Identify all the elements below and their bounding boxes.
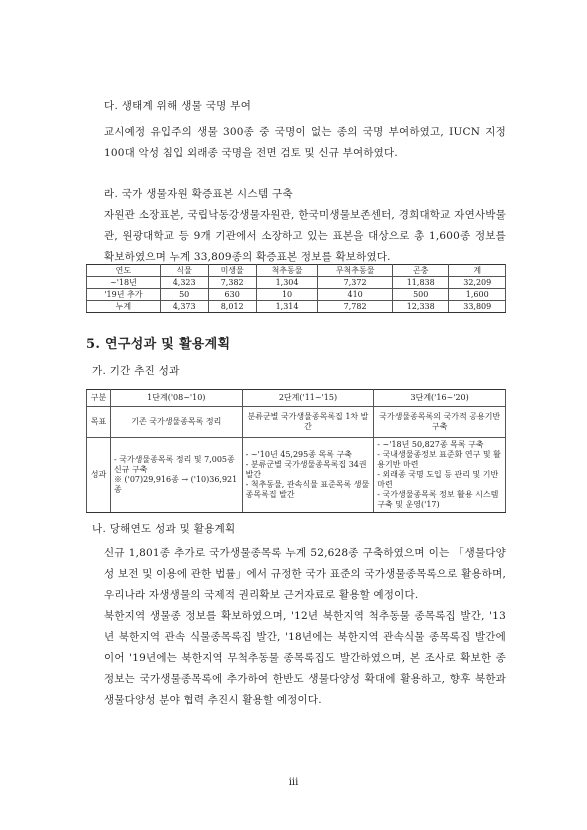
table-row: ~'18년 4,323 7,382 1,304 7,372 11,838 32,209 <box>87 277 506 289</box>
table2-header: 3단계('16~'20) <box>374 390 506 407</box>
section-5b-paragraph-2: 북한지역 생물종 정보를 확보하였으며, '12년 북한지역 척추동물 종목록집 발간, '13년 북한지역 관속 식물종목록집 발간, '18년에는 북한지역 관속식물 종목록집 발간에 이어 '19년에는 북한지역 무척추동물 종목록집도 발간하였으며, 본 조사로 확보한 종 정보는 국가생물종목록에 추가하여 한반도 생물다양성 확대에 활용하고, 향후 북한과 생물다양성 분야 협력 추진시 활용할 예정이다. <box>104 610 506 706</box>
table1-header: 미생물 <box>208 265 256 277</box>
table1-header: 척추동물 <box>256 265 317 277</box>
list-item: - ~'10년 45,295종 목록 구축 <box>245 450 352 459</box>
section-5a-heading: 가. 기간 추진 성과 <box>92 365 180 377</box>
section-c-paragraph: 교시예정 유입주의 생물 300종 중 국명이 없는 종의 국명 부여하였고, IUCN 지정 100대 악성 침입 외래종 국명을 전면 검토 및 신규 부여하였다. <box>104 126 506 159</box>
section-5b-heading: 나. 당해연도 성과 및 활용계획 <box>92 523 236 535</box>
list-item: - 외래종 국명 도입 등 관리 및 기반 마련 <box>377 470 499 489</box>
section-c-heading: 다. 생태계 위해 생물 국명 부여 <box>104 100 252 112</box>
specimen-table <box>86 264 506 313</box>
section-d-heading: 라. 국가 생물자원 확증표본 시스템 구축 <box>104 188 293 200</box>
list-item: - 국가생물종목록 정보 활용 시스템 구축 및 운영('17) <box>377 490 499 509</box>
list-item: - ~'18년 50,827종 목록 구축 <box>377 440 484 449</box>
achievements-table <box>86 389 506 513</box>
section-5b-paragraph-1: 신규 1,801종 추가로 국가생물종목록 누계 52,628종 구축하였으며 이는 「생물다양성 보전 및 이용에 관한 법률」에서 규정한 국가 표준의 국가생물종목록으로 활용하며, 우리나라 자생생물의 국제적 권리확보 근거자료로 활용할 예정이다. <box>104 547 506 601</box>
list-item: - 척추동물, 관속식물 표준목록 생물종목록집 발간 <box>245 480 370 499</box>
list-item: - 분류군별 국가생물종목록집 34권 발간 <box>245 460 367 479</box>
list-item: - 국내생물종정보 표준화 연구 및 활용기반 마련 <box>377 450 501 469</box>
list-item: ※ ('07)29,916종 → ('10)36,921종 <box>113 475 238 494</box>
table2-header: 2단계('11~'15) <box>242 390 374 407</box>
table1-header: 식물 <box>160 265 208 277</box>
page-number: iii <box>288 777 299 788</box>
table1-header: 연도 <box>87 265 161 277</box>
table-row-result: 성과 - 국가생물종목록 정리 및 7,005종 신규 구축 ※ ('07)29,916종 → ('10)36,921종 - ~'10년 45,295종 목록 구축 - 분류군별 국가생물종목록집 34권 발간 - 척추동물, 관속식물 표준목록 생물종목록집 발간 - ~'18년 50,827종 목록 구축 - 국내생물종정보 표준화 연구 및 활용기반 마련 - 외래종 국명 도입 등 관리 및 기반 마련 - 국가생물종목록 정보 활용 시스템 구축 및 운영('17) <box>87 438 506 513</box>
table1-header: 무척추동물 <box>318 265 393 277</box>
table-row: '19년 추가 50 630 10 410 500 1,600 <box>87 289 506 301</box>
table2-header: 구분 <box>87 390 111 407</box>
table-row: 누계 4,373 8,012 1,314 7,782 12,338 33,809 <box>87 301 506 313</box>
table2-header: 1단계('08~'10) <box>110 390 242 407</box>
section-d-paragraph: 자원관 소장표본, 국립낙동강생물자원관, 한국미생물보존센터, 경희대학교 자연사박물관, 원광대학교 등 9개 기관에서 소장하고 있는 표본을 대상으로 총 1,600종 정보를 확보하였으며 누계 33,809종의 확증표본 정보를 확보하였다. <box>104 209 506 263</box>
table-row-goal: 목표 기존 국가생물종목록 정리 분류군별 국가생물종목록집 1차 발간 국가생물종목록의 국가적 공용기반 구축 <box>87 407 506 438</box>
section-5-heading: 5. 연구성과 및 활용계획 <box>86 337 231 352</box>
table1-header: 곤충 <box>392 265 448 277</box>
table1-header: 계 <box>449 265 506 277</box>
list-item: - 국가생물종목록 정리 및 7,005종 신규 구축 <box>113 455 235 474</box>
